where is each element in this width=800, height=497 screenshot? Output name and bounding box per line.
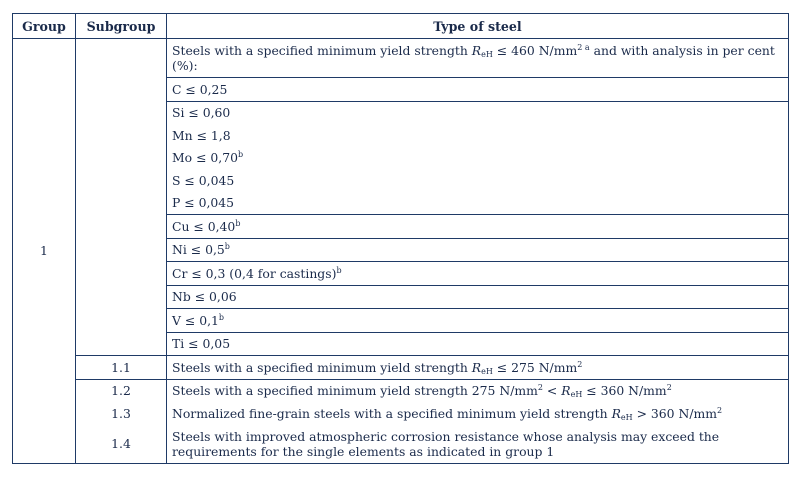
steel-group-table-container	[12, 13, 788, 464]
element-limit: Cr ≤ 0,3 (0,4 for castings)$^b$	[167, 262, 789, 286]
element-limit: Mo ≤ 0,70$^b$	[167, 147, 789, 170]
element-limit: Ti ≤ 0,05	[167, 332, 789, 356]
header-group: Group	[13, 14, 76, 39]
element-limit: Cu ≤ 0,40$^b$	[167, 215, 789, 239]
subgroup-id: 1.4	[76, 425, 167, 464]
subgroup-row	[13, 402, 789, 425]
header-row	[13, 14, 789, 39]
element-limit: S ≤ 0,045	[167, 169, 789, 192]
subgroup-cell-empty	[76, 39, 167, 356]
subgroup-description: Normalized fine-grain steels with a specified minimum yield strength $R_{eH} > 360$ $N/mm^2$	[167, 402, 789, 425]
subgroup-row	[13, 425, 789, 464]
subgroup-description: Steels with improved atmospheric corrosion resistance whose analysis may exceed the requirements for the single elements as indicated in group 1	[167, 425, 789, 464]
header-subgroup: Subgroup	[76, 14, 167, 39]
group-cell: 1	[13, 39, 76, 464]
subgroup-description: Steels with a specified minimum yield strength $R_{eH} \le 275$ $N/mm^2$	[167, 356, 789, 380]
element-limit: V ≤ 0,1$^b$	[167, 309, 789, 333]
subgroup-row	[13, 356, 789, 380]
element-limit: Ni ≤ 0,5$^b$	[167, 238, 789, 262]
table-row	[13, 39, 789, 78]
element-limit: Nb ≤ 0,06	[167, 285, 789, 309]
subgroup-row	[13, 379, 789, 402]
header-type-of-steel: Type of steel	[167, 14, 789, 39]
subgroup-id: 1.3	[76, 402, 167, 425]
element-limit: C ≤ 0,25	[167, 78, 789, 102]
group1-intro: Steels with a specified minimum yield strength $R_{eH} \le 460$ $N/mm^2$ $^a$ and with analysis in per cent (%):	[167, 39, 789, 78]
element-limit: P ≤ 0,045	[167, 192, 789, 215]
element-limit: Mn ≤ 1,8	[167, 124, 789, 147]
subgroup-id: 1.2	[76, 379, 167, 402]
subgroup-id: 1.1	[76, 356, 167, 380]
element-limit: Si ≤ 0,60	[167, 101, 789, 124]
subgroup-description: Steels with a specified minimum yield strength 275 $N/mm^2 < R_{eH} \le 360$ $N/mm^2$	[167, 379, 789, 402]
steel-group-table	[12, 13, 789, 464]
